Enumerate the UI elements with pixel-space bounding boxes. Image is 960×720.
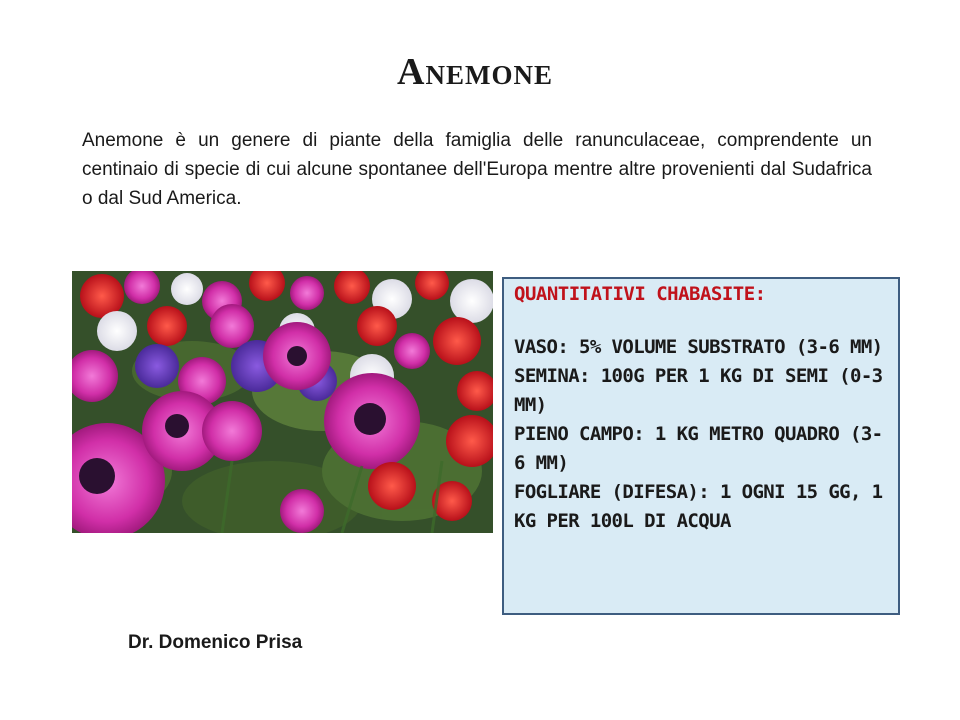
info-box-lines: [514, 333, 890, 536]
slide-title: Anemone: [397, 51, 553, 93]
info-line-semina: SEMINA: 100G PER 1 KG DI SEMI (0-3 MM): [514, 365, 883, 416]
info-box-heading: QUANTITATIVI CHABASITE:: [514, 283, 766, 305]
chabasite-info-box: [502, 277, 900, 615]
author-name: Dr. Domenico Prisa: [128, 632, 303, 653]
info-line-fogliare: FOGLIARE (DIFESA): 1 OGNI 15 GG, 1 KG PER 100L DI ACQUA: [514, 481, 883, 532]
anemone-photo: [72, 271, 493, 533]
info-line-vaso: VASO: 5% VOLUME SUBSTRATO (3-6 MM): [514, 336, 883, 358]
info-line-pieno-campo: PIENO CAMPO: 1 KG METRO QUADRO (3-6 MM): [514, 423, 883, 474]
intro-paragraph: Anemone è un genere di piante della famiglia delle ranunculaceae, comprendente un centinaio di specie di cui alcune spontanee dell'Europa mentre altre provenienti dal Sudafrica o dal Sud America.: [82, 130, 872, 209]
